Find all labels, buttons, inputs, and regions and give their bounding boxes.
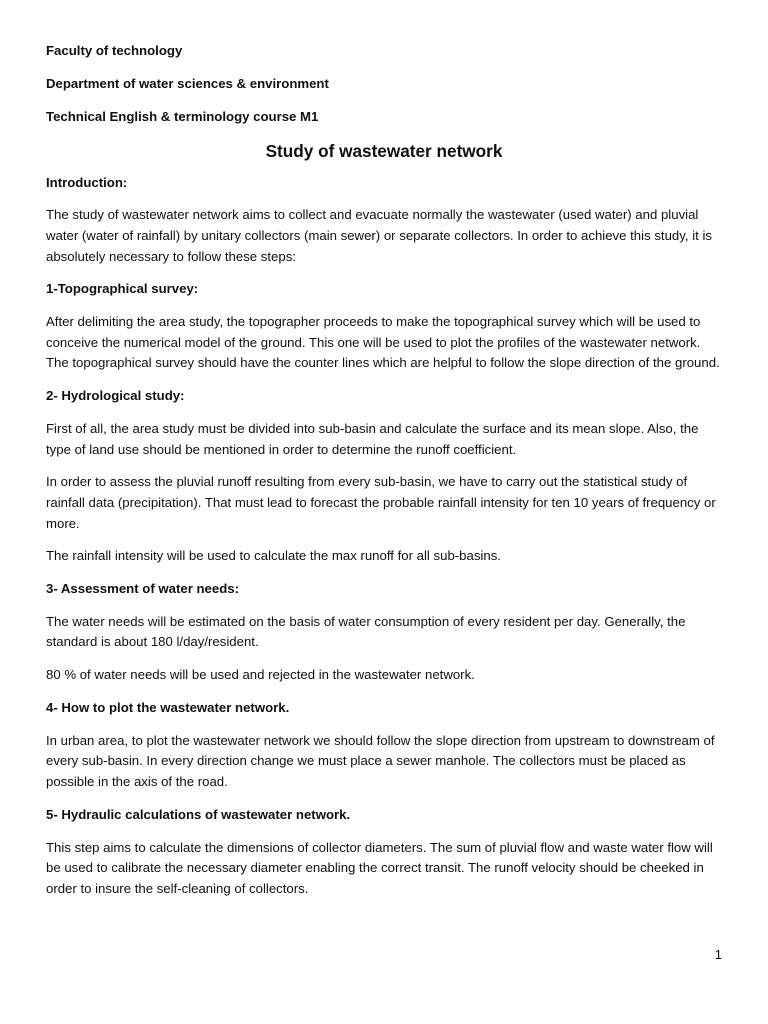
page-number: 1 (714, 947, 722, 962)
document-title: Study of wastewater network (265, 140, 503, 161)
section-paragraph: The rainfall intensity will be used to calculate the max runoff for all sub-basins. (46, 548, 501, 564)
section-heading: 5- Hydraulic calculations of wastewater network. (46, 806, 351, 822)
section-paragraph: The study of wastewater network aims to collect and evacuate normally the wastewater (used water) and pluvial water (water of rainfall) by unitary collectors (main sewer) or separate collectors. In order to achieve this study, it is absolutely necessary to follow these steps: (46, 207, 712, 264)
section-heading: 2- Hydrological study: (46, 388, 185, 404)
section-paragraph: After delimiting the area study, the topographer proceeds to make the topographical survey which will be used to conceive the numerical model of the ground. This one will be used to plot the profiles of the wastewater network. The topographical survey should have the counter lines which are helpful to follow the slope direction of the ground. (46, 314, 720, 371)
section-paragraph: The water needs will be estimated on the basis of water consumption of every resident per day. Generally, the standard is about 180 l/day/resident. (46, 613, 686, 650)
section-paragraph: This step aims to calculate the dimensions of collector diameters. The sum of pluvial flow and waste water flow will be used to calibrate the necessary diameter enabling the correct transit. The runoff velocity should be cheeked in order to insure the self-cleaning of collectors. (46, 839, 713, 896)
section-water-needs (46, 579, 722, 686)
section-topographical-survey (46, 279, 722, 374)
section-paragraph: First of all, the area study must be divided into sub-basin and calculate the surface and its mean slope. Also, the type of land use should be mentioned in order to determine the runoff coefficient. (46, 420, 699, 457)
section-hydrological-study (46, 386, 722, 567)
section-introduction (46, 173, 722, 268)
page-content (46, 41, 722, 912)
section-paragraph: 80 % of water needs will be used and rejected in the wastewater network. (46, 667, 475, 683)
section-paragraph: In urban area, to plot the wastewater network we should follow the slope direction from upstream to downstream of every sub-basin. In every direction change we must place a sewer manhole. The collectors must be placed as possible in the axis of the road. (46, 732, 715, 789)
section-plot-network (46, 698, 722, 793)
course-heading: Technical English & terminology course M1 (46, 108, 319, 124)
section-heading: 4- How to plot the wastewater network. (46, 700, 290, 716)
section-heading: Introduction: (46, 174, 128, 190)
section-heading: 1-Topographical survey: (46, 281, 199, 297)
section-paragraph: In order to assess the pluvial runoff resulting from every sub-basin, we have to carry out the statistical study of rainfall data (precipitation). That must lead to forecast the probable rainfall intensity for ten 10 years of frequency or more. (46, 474, 716, 531)
section-heading: 3- Assessment of water needs: (46, 581, 239, 597)
faculty-heading: Faculty of technology (46, 43, 183, 58)
section-hydraulic-calculations (46, 805, 722, 900)
department-heading: Department of water sciences & environment (46, 75, 329, 91)
